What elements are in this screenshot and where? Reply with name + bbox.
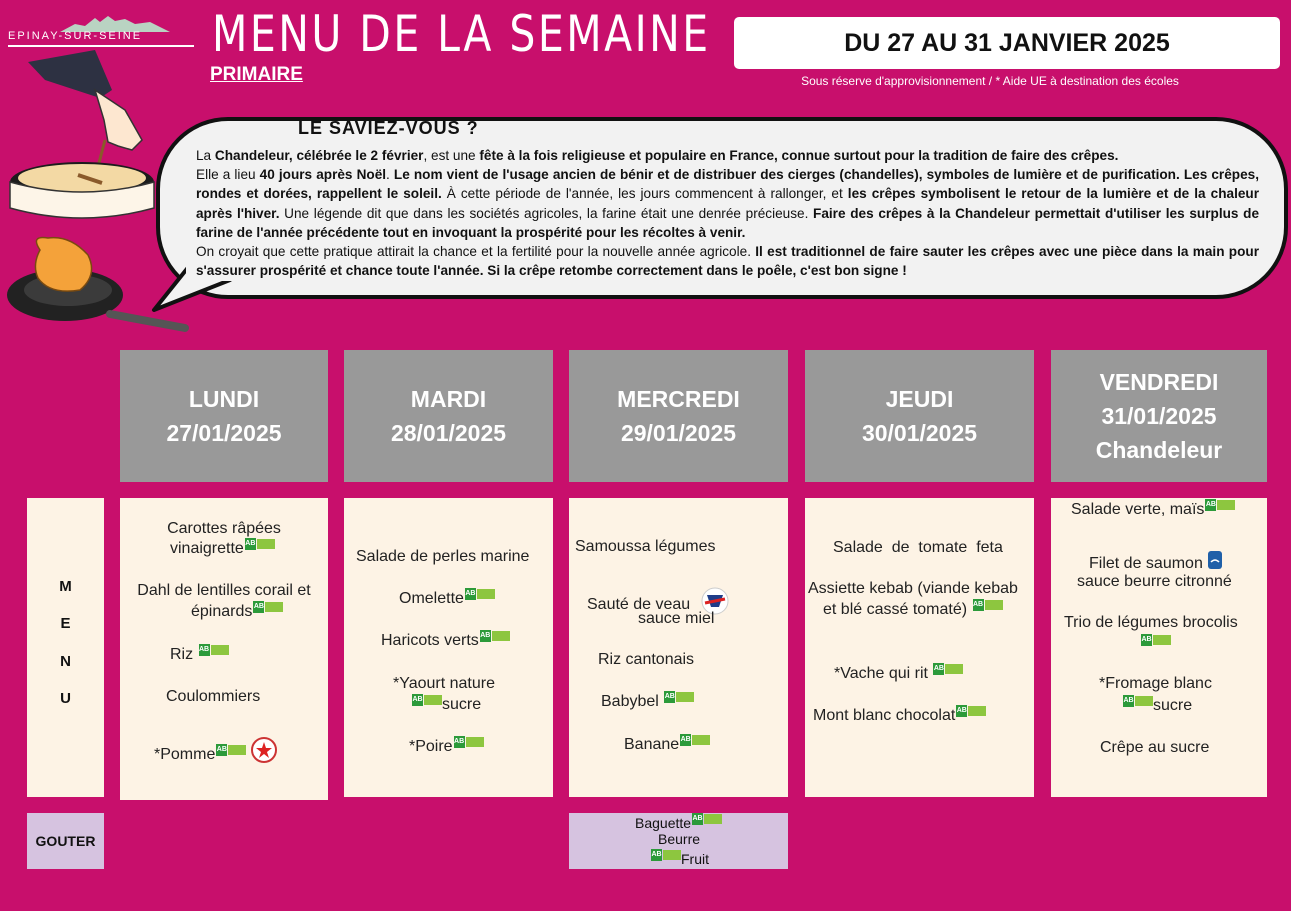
city-logo: [60, 12, 170, 32]
msc-label-icon: [1207, 550, 1223, 570]
bio-label-icon: AB: [216, 744, 246, 756]
menu-item: et blé cassé tomaté) AB: [823, 599, 1003, 620]
menu-item: Riz cantonais: [598, 651, 695, 668]
menu-letter: N: [60, 653, 71, 670]
day-date: 29/01/2025: [620, 420, 737, 446]
menu-item: sauce beurre citronné: [1077, 573, 1232, 590]
day-event: Chandeleur: [1095, 437, 1223, 463]
menu-item: *Pomme AB: [154, 737, 277, 765]
menu-item: *Yaourt nature: [393, 675, 495, 692]
menu-item: AB sucre: [1123, 697, 1193, 714]
menu-item: Dahl de lentilles corail et: [137, 582, 311, 599]
local-origin-badge-icon: [251, 737, 277, 763]
date-range-text: DU 27 AU 31 JANVIER 2025: [844, 28, 1170, 57]
menu-item: Salade verte, maïs AB: [1071, 499, 1235, 520]
menu-cell-mardi: [344, 498, 553, 797]
gouter-item: AB Fruit: [651, 851, 709, 867]
menu-item: Riz AB: [170, 644, 229, 665]
day-header-vendredi: [1051, 350, 1267, 482]
day-header-mardi: [344, 350, 553, 482]
menu-item: Sauté de veau: [587, 587, 733, 615]
gouter-item: Beurre: [658, 831, 701, 847]
bio-label-icon: AB: [454, 736, 484, 748]
bio-label-icon: AB: [973, 599, 1003, 611]
menu-item: Samoussa légumes: [575, 538, 716, 555]
menu-cell-lundi: [120, 498, 328, 800]
day-name: JEUDI: [885, 386, 954, 412]
city-underline: [8, 45, 194, 47]
day-header-jeudi: [805, 350, 1034, 482]
city-name: EPINAY-SUR-SEINE: [8, 30, 143, 42]
menu-letter: M: [59, 578, 72, 595]
gouter-label-text: GOUTER: [35, 833, 96, 849]
day-date: 30/01/2025: [861, 420, 978, 446]
menu-item: Assiette kebab (viande kebab: [808, 580, 1018, 597]
menu-cell-mercredi: [569, 498, 788, 797]
bio-label-icon: AB: [651, 849, 681, 861]
menu-item: Carottes râpées: [167, 520, 281, 537]
day-date: 27/01/2025: [166, 420, 282, 446]
gouter-cell-mercredi: [569, 813, 788, 869]
menu-item: Crêpe au sucre: [1100, 739, 1210, 756]
supply-notice: Sous réserve d'approvisionnement / * Aide UE à destination des écoles: [801, 74, 1179, 88]
day-name: VENDREDI: [1099, 369, 1219, 395]
menu-letter: U: [60, 690, 71, 707]
day-date: 31/01/2025: [1101, 403, 1217, 429]
info-paragraph-2: Elle a lieu 40 jours après Noël. Le nom vient de l'usage ancien de bénir et de distribuer des cierges (chandelles), symboles de lumière et de purification. Les crêpes, rondes et dorées, rappellent le soleil. À cette période de l'année, les jours commencent à rallonger, et les crêpes symbolisent le retour de la lumière et de la chaleur après l'hiver. Une légende dit que dans les sociétés agricoles, la farine était une denrée précieuse. Faire des crêpes à la Chandeleur permettait d'utiliser les surplus de farine de l'année précédente tout en invoquant la prospérité pour les récoltes à venir.: [196, 167, 1260, 240]
info-paragraph-3: On croyait que cette pratique attirait la chance et la fertilité pour la nouvelle année agricole. Il est traditionnel de faire sauter les crêpes avec une pièce dans la main pour s'assurer prospérité et chance toute l'année. Si la crêpe retombe correctement dans le poêle, c'est bon signe !: [196, 244, 1259, 279]
bio-label-icon: AB: [253, 601, 283, 613]
day-name: MERCREDI: [617, 386, 740, 412]
info-text: [196, 146, 1259, 280]
menu-item: *Fromage blanc: [1099, 675, 1212, 692]
menu-item: épinards AB: [191, 601, 283, 622]
menu-letter: E: [60, 615, 71, 632]
menu-cell-jeudi: [805, 498, 1034, 797]
menu-item: Banane AB: [624, 734, 710, 755]
gouter-label: [27, 813, 104, 869]
menu-item: Trio de légumes brocolis: [1064, 614, 1238, 631]
menu-item: Filet de saumon: [1089, 550, 1223, 574]
bio-label-icon: AB: [245, 538, 275, 550]
day-header-lundi: [120, 350, 328, 482]
menu-item: [1140, 634, 1171, 655]
bio-label-icon: AB: [199, 644, 229, 656]
bio-label-icon: AB: [1205, 499, 1235, 511]
menu-item: *Poire AB: [409, 736, 484, 757]
bio-label-icon: AB: [680, 734, 710, 746]
bio-label-icon: AB: [412, 694, 442, 706]
info-title: LE SAVIEZ-VOUS ?: [298, 118, 479, 138]
day-name: MARDI: [410, 386, 487, 412]
menu-item: *Vache qui rit AB: [834, 663, 963, 684]
bio-label-icon: AB: [664, 691, 694, 703]
day-date: 28/01/2025: [390, 420, 507, 446]
bio-label-icon: AB: [956, 705, 986, 717]
menu-item: Coulommiers: [166, 688, 261, 705]
bio-label-icon: AB: [480, 630, 510, 642]
day-header-mercredi: [569, 350, 788, 482]
bio-label-icon: AB: [692, 813, 722, 825]
date-range: [734, 17, 1280, 69]
day-name: LUNDI: [188, 386, 260, 412]
menu-item: Salade de tomate feta: [833, 539, 1003, 556]
menu-item: Omelette AB: [399, 588, 495, 609]
menu-item: vinaigrette AB: [170, 538, 275, 559]
menu-row-label: [27, 498, 104, 797]
page-subtitle: PRIMAIRE: [210, 64, 303, 85]
menu-item: Haricots verts AB: [381, 630, 510, 651]
bio-label-icon: AB: [465, 588, 495, 600]
page-title: MENU DE LA SEMAINE: [212, 5, 711, 63]
menu-item: Salade de perles marine: [356, 548, 530, 565]
menu-cell-vendredi: [1051, 498, 1267, 797]
info-paragraph-1: La Chandeleur, célébrée le 2 février, est une fête à la fois religieuse et populaire en France, connue surtout pour la tradition de faire des crêpes.: [196, 148, 1119, 163]
menu-item: Babybel AB: [601, 691, 694, 712]
menu-item: Mont blanc chocolat AB: [813, 705, 986, 726]
bio-label-icon: AB: [1123, 695, 1153, 707]
menu-item: sauce miel: [638, 610, 715, 627]
bio-label-icon: AB: [933, 663, 963, 675]
gouter-item: Baguette AB: [635, 813, 722, 832]
menu-item: AB sucre: [412, 696, 482, 713]
bio-label-icon: AB: [1141, 634, 1171, 646]
city-skyline-icon: [60, 12, 170, 32]
